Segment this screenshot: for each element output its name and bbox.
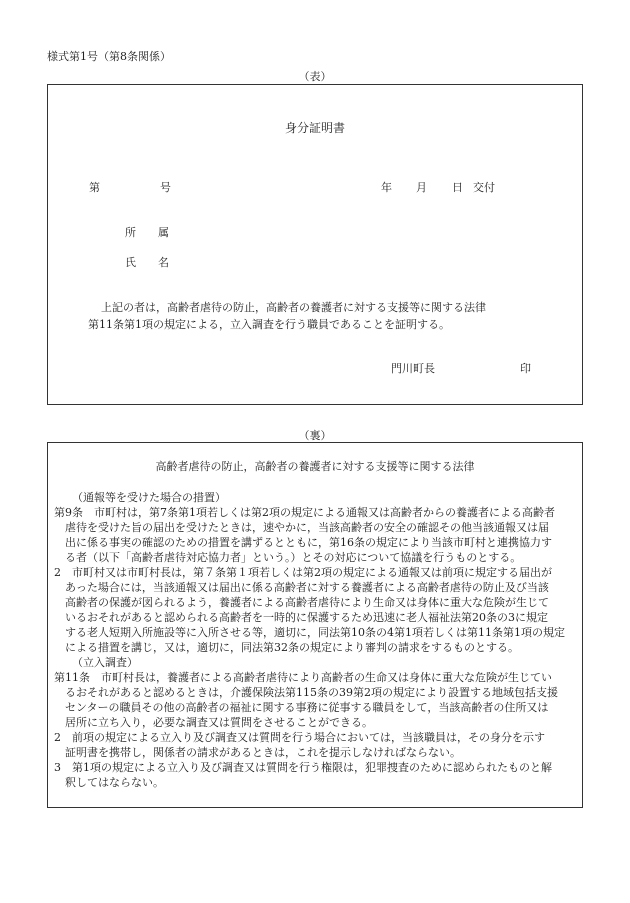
issuer-label: 門川町長 bbox=[391, 362, 435, 375]
name-label: 氏 名 bbox=[125, 256, 169, 269]
article-11-line: るおそれがあると認めるときは，介護保険法第115条の39第2項の規定により設置する地域包括支援 bbox=[65, 686, 558, 699]
article-9-para2-line: による措置を講じ，又は，適切に，同法第32条の規定により審判の請求をするものとする。 bbox=[65, 641, 519, 654]
number-prefix: 第 bbox=[89, 181, 100, 194]
article-9-line: 出に係る事実の確認のための措置を講ずるとともに，第16条の規定により当該市町村と連携協力す bbox=[65, 536, 552, 549]
certificate-title: 身分証明書 bbox=[284, 121, 345, 135]
date-day: 日 bbox=[452, 181, 463, 194]
article-11-para3-line: 3 第1項の規定による立入り及び調査又は質問を行う権限は，犯罪捜査のために認められたものと解 bbox=[54, 761, 552, 774]
form-label: 様式第1号（第8条関係） bbox=[47, 50, 171, 63]
heading-inspection: （立入調査） bbox=[72, 656, 138, 669]
front-section-label: （表） bbox=[298, 70, 332, 83]
article-11-para2-line: 証明書を携帯し，関係者の請求があるときは，これを提示しなければならない。 bbox=[65, 746, 461, 759]
heading-measures: （通報等を受けた場合の措置） bbox=[72, 491, 226, 504]
article-11-line: 居所に立ち入り，必要な調査又は質問をさせることができる。 bbox=[65, 716, 373, 729]
article-11-line: センターの職員その他の高齢者の福祉に関する事務に従事する職員をして，当該高齢者の住所又は bbox=[65, 701, 549, 714]
affiliation-label: 所 属 bbox=[125, 226, 169, 239]
number-suffix: 号 bbox=[160, 181, 171, 194]
article-9-para2-line: 高齢者の保護が図られるよう，養護者による高齢者虐待により生命又は身体に重大な危険が生じて bbox=[65, 596, 549, 609]
issued-label: 交付 bbox=[473, 181, 495, 194]
date-month: 月 bbox=[416, 181, 427, 194]
seal-mark: 印 bbox=[520, 362, 531, 375]
article-9-para2-line: する老人短期入所施設等に入所させる等，適切に，同法第10条の4第1項若しくは第11条第1項の規定 bbox=[65, 626, 565, 639]
article-9-line: 虐待を受けた旨の届出を受けたときは，速やかに，当該高齢者の安全の確認その他当該通報又は届 bbox=[65, 521, 549, 534]
article-9-line: 第9条 市町村は，第7条第1項若しくは第2項の規定による通報又は高齢者からの養護者による高齢者 bbox=[54, 506, 555, 519]
statement-line-1: 上記の者は，高齢者虐待の防止，高齢者の養護者に対する支援等に関する法律 bbox=[101, 301, 486, 314]
article-9-line: る者（以下「高齢者虐待対応協力者」という。）とその対応について協議を行うものとする。 bbox=[65, 551, 522, 564]
article-11-para2-line: 2 前項の規定による立入り及び調査又は質問を行う場合においては，当該職員は，その身分を示す bbox=[54, 731, 545, 744]
back-panel bbox=[47, 442, 583, 808]
article-11-para3-line: 釈してはならない。 bbox=[65, 776, 164, 789]
statement-line-2: 第11条第1項の規定による，立入調査を行う職員であることを証明する。 bbox=[88, 318, 450, 331]
article-11-line: 第11条 市町村長は，養護者による高齢者虐待により高齢者の生命又は身体に重大な危険が生じてい bbox=[54, 671, 552, 684]
article-9-para2-line: いるおそれがあると認められる高齢者を一時的に保護するため迅速に老人福祉法第20条の3に規定 bbox=[65, 611, 548, 624]
law-title: 高齢者虐待の防止，高齢者の養護者に対する支援等に関する法律 bbox=[155, 460, 475, 473]
front-panel bbox=[47, 84, 583, 405]
article-9-para2-line: 2 市町村又は市町村長は，第７条第１項若しくは第2項の規定による通報又は前項に規定する届出が bbox=[54, 566, 552, 579]
article-9-para2-line: あった場合には，当該通報又は届出に係る高齢者に対する養護者による高齢者虐待の防止及び当該 bbox=[65, 581, 549, 594]
date-year: 年 bbox=[381, 181, 392, 194]
back-section-label: （裏） bbox=[298, 429, 332, 442]
